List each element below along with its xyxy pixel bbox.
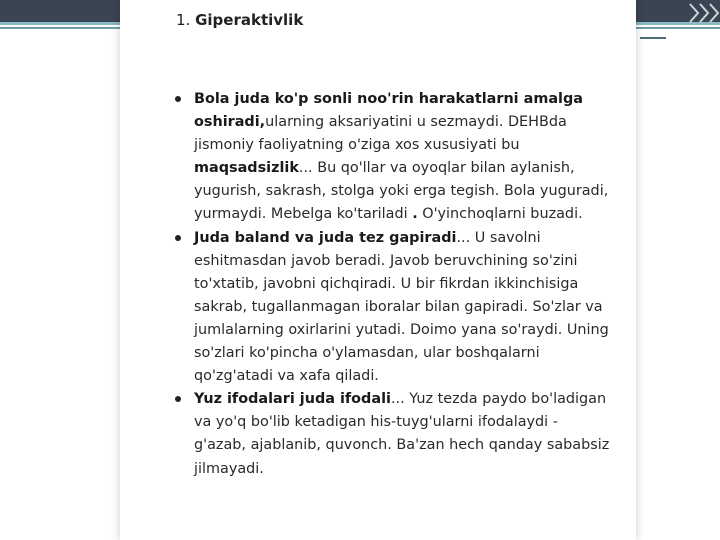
item-bold-dot: . <box>412 206 418 223</box>
list-item <box>170 227 610 389</box>
list-item <box>170 88 610 227</box>
item-bold-term: maqsadsizlik <box>194 160 299 177</box>
bullet-list <box>170 88 610 481</box>
item-bold-lead: Bola juda ko'p sonli noo'rin harakatlarni amalga oshiradi, <box>194 91 583 131</box>
item-text: ... Bu qo'llar va oyoqlar bilan aylanish, yugurish, sakrash, stolga yoki erga tegish. Bola yuguradi, yurmaydi. Mebelga ko'tariladi <box>194 160 609 223</box>
section-heading <box>176 9 303 31</box>
accent-stripe-left <box>0 22 120 25</box>
heading-title: Giperaktivlik <box>195 11 304 29</box>
item-text: ... Yuz tezda paydo bo'ladigan va yo'q bo'lib ketadigan his-tuyg'ularni ifodalaydi - g'azab, ajablanib, quvonch. Ba'zan hech qanday sababsiz jilmayadi. <box>194 391 610 477</box>
item-text: O'yinchoqlarni buzadi. <box>417 206 583 223</box>
item-bold-lead: Juda baland va juda tez gapiradi <box>194 229 457 246</box>
item-text: ularning aksariyatini u sezmaydi. DEHBda jismoniy faoliyatning o'ziga xos xususiyati bu <box>194 114 567 154</box>
item-text: ... U savolni eshitmasdan javob beradi. Javob beruvchining so'zini to'xtatib, javobni qichqiradi. U bir fikrdan ikkinchisiga sakrab, tugallanmagan iboralar bilan gapiradi. So'zlar va jumlalarning oxirlarini yutadi. Doimo yana so'raydi. Uning so'zlari ko'pincha o'ylamasdan, ular boshqalarni qo'zg'atadi va xafa qiladi. <box>194 229 609 385</box>
list-item <box>170 388 610 480</box>
chevron-decoration-icon <box>688 0 720 26</box>
item-bold-lead: Yuz ifodalari juda ifodali <box>194 391 391 408</box>
document-panel <box>120 0 636 540</box>
accent-dash <box>640 37 666 39</box>
heading-number: 1. <box>176 11 196 29</box>
accent-stripe-thin-right <box>636 27 720 29</box>
accent-stripe-thin-left <box>0 27 120 29</box>
header-band-left <box>0 0 120 22</box>
